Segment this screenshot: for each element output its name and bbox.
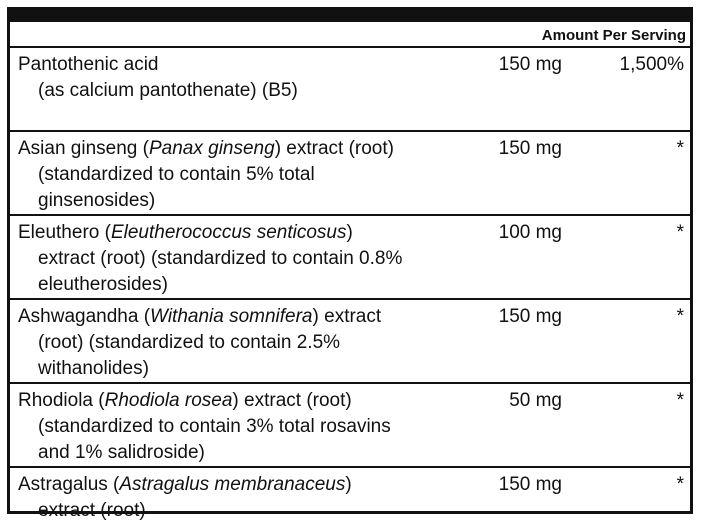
botanical-name: Panax ginseng bbox=[148, 138, 275, 159]
description-line bbox=[18, 440, 478, 466]
description-text: (root) (standardized to contain 2.5% bbox=[38, 332, 341, 353]
description-line bbox=[18, 220, 478, 246]
description-text: (as calcium pantothenate) (B5) bbox=[38, 80, 298, 101]
botanical-name: Rhodiola rosea bbox=[104, 390, 233, 411]
description-text: ) bbox=[346, 222, 353, 243]
description-text: and 1% salidroside) bbox=[38, 442, 205, 463]
description-text: ) bbox=[345, 474, 352, 495]
description-line bbox=[18, 498, 478, 524]
description-line bbox=[18, 472, 478, 498]
ingredient-list bbox=[10, 48, 690, 525]
description-text: eleutherosides) bbox=[38, 274, 168, 295]
description-text: ) extract (root) bbox=[274, 138, 394, 159]
ingredient-row bbox=[10, 216, 690, 300]
supplement-facts-panel bbox=[7, 7, 693, 521]
amount-value: 150 mg bbox=[498, 306, 562, 327]
description-text: withanolides) bbox=[38, 358, 149, 379]
column-header bbox=[10, 22, 690, 48]
botanical-name: Eleutherococcus senticosus bbox=[110, 222, 347, 243]
description-line bbox=[18, 272, 478, 298]
description-line bbox=[18, 188, 478, 214]
daily-value: * bbox=[676, 474, 684, 495]
description-line bbox=[18, 330, 478, 356]
description-line bbox=[18, 246, 478, 272]
botanical-name: Withania somnifera bbox=[150, 306, 313, 327]
description-text: Pantothenic acid bbox=[18, 54, 159, 75]
description-line bbox=[18, 304, 478, 330]
ingredient-description bbox=[18, 52, 478, 104]
ingredient-row bbox=[10, 468, 690, 525]
ingredient-description bbox=[18, 388, 478, 466]
daily-value: * bbox=[676, 138, 684, 159]
ingredient-row bbox=[10, 300, 690, 384]
ingredient-description bbox=[18, 136, 478, 214]
daily-value: 1,500% bbox=[619, 54, 684, 75]
description-text: Astragalus ( bbox=[18, 474, 120, 495]
amount-value: 150 mg bbox=[498, 54, 562, 75]
description-text: (standardized to contain 3% total rosavins bbox=[38, 416, 391, 437]
botanical-name: Astragalus membranaceus bbox=[119, 474, 346, 495]
amount-value: 50 mg bbox=[509, 390, 562, 411]
description-text: Rhodiola ( bbox=[18, 390, 105, 411]
top-rule bbox=[10, 10, 690, 22]
daily-value: * bbox=[676, 306, 684, 327]
amount-value: 150 mg bbox=[498, 474, 562, 495]
description-line bbox=[18, 136, 478, 162]
description-text: extract (root) bbox=[38, 500, 146, 521]
ingredient-row bbox=[10, 132, 690, 216]
daily-value: * bbox=[676, 390, 684, 411]
description-text: extract (root) (standardized to contain 0.8% bbox=[38, 248, 403, 269]
description-line bbox=[18, 388, 478, 414]
description-text: Asian ginseng ( bbox=[18, 138, 149, 159]
description-line bbox=[18, 414, 478, 440]
description-text: ginsenosides) bbox=[38, 190, 156, 211]
description-line bbox=[18, 52, 478, 78]
amount-per-serving-label: Amount Per Serving bbox=[541, 27, 686, 44]
amount-value: 150 mg bbox=[498, 138, 562, 159]
ingredient-description bbox=[18, 220, 478, 298]
description-line bbox=[18, 78, 478, 104]
description-line bbox=[18, 356, 478, 382]
daily-value: * bbox=[676, 222, 684, 243]
description-text: Ashwagandha ( bbox=[18, 306, 151, 327]
ingredient-row bbox=[10, 48, 690, 132]
description-text: ) extract bbox=[312, 306, 382, 327]
description-line bbox=[18, 162, 478, 188]
description-text: (standardized to contain 5% total bbox=[38, 164, 315, 185]
ingredient-description bbox=[18, 304, 478, 382]
ingredient-row bbox=[10, 384, 690, 468]
ingredient-description bbox=[18, 472, 478, 524]
description-text: Eleuthero ( bbox=[18, 222, 111, 243]
amount-value: 100 mg bbox=[498, 222, 562, 243]
description-text: ) extract (root) bbox=[232, 390, 352, 411]
